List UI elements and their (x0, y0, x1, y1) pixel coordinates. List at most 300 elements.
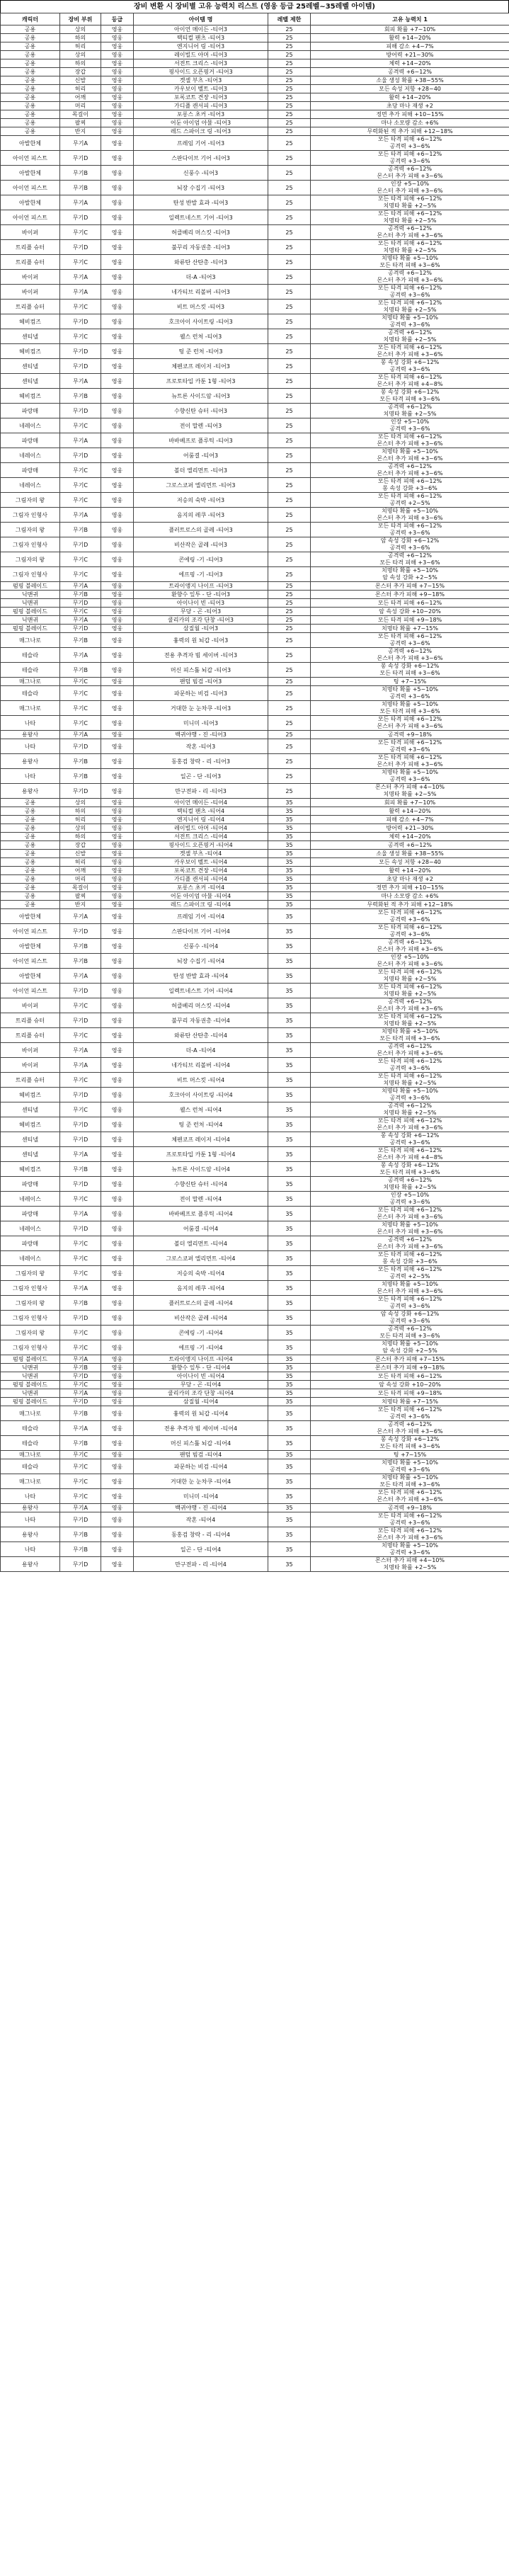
cell-character: 센티넬 (1, 359, 60, 374)
stat-line: 몬스터 추가 피해 +3~6% (377, 1124, 443, 1131)
table-row (1, 754, 509, 769)
cell-character: 닉맨귀 (1, 1364, 60, 1372)
stat-line: 체력 +14~20% (389, 833, 431, 840)
cell-character: 파랑매 (1, 1236, 60, 1251)
cell-grade: 영웅 (101, 1406, 134, 1421)
cell-slot: 무기C (60, 225, 101, 240)
cell-slot: 허리 (60, 858, 101, 867)
cell-grade: 영웅 (101, 1372, 134, 1381)
cell-level: 25 (268, 478, 311, 493)
cell-level: 25 (268, 136, 311, 151)
cell-level: 35 (268, 1326, 311, 1340)
cell-item-name: 만구전파 - 리 -티어3 (134, 784, 268, 799)
cell-slot: 무기D (60, 1177, 101, 1192)
cell-grade: 영웅 (101, 93, 134, 102)
cell-item-name: 가디플 캔서피 -티어3 (134, 102, 268, 110)
cell-character: 아이언 피스트 (1, 984, 60, 998)
table-row (1, 716, 509, 731)
stat-line: 방어력 +21~30% (386, 51, 434, 58)
cell-character: 네레이스 (1, 418, 60, 433)
cell-stat (311, 1459, 509, 1474)
cell-item-name: 뉴트론 사이드암 -티어4 (134, 1162, 268, 1177)
cell-item-name: 와류탄 산탄총 -티어4 (134, 1028, 268, 1043)
stat-line: 치명타 확률 +2~5% (383, 217, 437, 224)
table-row (1, 625, 509, 633)
cell-slot: 무기C (60, 1236, 101, 1251)
cell-stat (311, 1311, 509, 1326)
stat-line: 인장 +5~10% (390, 181, 430, 187)
table-row (1, 867, 509, 875)
stat-line: 몬스터 추가 피해 +3~6% (377, 761, 443, 768)
cell-item-name: 프로토타입 카툰 1형 -티어3 (134, 374, 268, 389)
cell-character: 공용 (1, 833, 60, 841)
cell-slot: 상의 (60, 799, 101, 807)
cell-slot: 무기D (60, 537, 101, 552)
cell-level: 35 (268, 1451, 311, 1459)
cell-level: 35 (268, 850, 311, 858)
cell-slot: 어깨 (60, 93, 101, 102)
stat-line: 모든 속성 저항 +28~40 (379, 858, 441, 865)
cell-character: 나타 (1, 739, 60, 754)
cell-slot: 무기C (60, 300, 101, 314)
cell-slot: 하의 (60, 807, 101, 816)
cell-level: 35 (268, 1102, 311, 1117)
cell-stat (311, 42, 509, 51)
table-row (1, 329, 509, 344)
cell-slot: 무기C (60, 998, 101, 1013)
cell-stat (311, 716, 509, 731)
cell-character: 센티넬 (1, 1132, 60, 1147)
stat-line: 몬스터 추가 피해 +3~6% (377, 655, 443, 661)
cell-slot: 무기D (60, 924, 101, 939)
cell-slot: 무기D (60, 1557, 101, 1572)
cell-item-name: 백귀야행 - 진 -티어4 (134, 1504, 268, 1512)
stat-line: 몬스터 추가 피해 +9~18% (374, 1364, 445, 1371)
table-row (1, 448, 509, 463)
cell-grade: 영웅 (101, 102, 134, 110)
stat-line: 치명타 확률 +5~10% (381, 701, 438, 707)
table-row (1, 463, 509, 478)
table-row (1, 1527, 509, 1542)
cell-level: 25 (268, 582, 311, 591)
cell-stat (311, 404, 509, 418)
cell-grade: 영웅 (101, 875, 134, 884)
cell-item-name: 전이 말렌 -티어3 (134, 418, 268, 433)
cell-item-name: 엔지니어 링 -티어3 (134, 42, 268, 51)
cell-slot: 무기B (60, 181, 101, 195)
cell-grade: 영웅 (101, 210, 134, 225)
cell-grade: 영웅 (101, 909, 134, 924)
cell-level: 35 (268, 1406, 311, 1421)
cell-level: 25 (268, 389, 311, 404)
stat-line: 공격력 +2~5% (389, 500, 430, 506)
cell-character: 그림자의 왕 (1, 493, 60, 508)
cell-grade: 영웅 (101, 1421, 134, 1436)
cell-stat (311, 270, 509, 285)
cell-item-name: 웰스 런처 -티어4 (134, 1102, 268, 1117)
table-row (1, 648, 509, 663)
cell-slot: 팔찌 (60, 892, 101, 901)
table-row (1, 300, 509, 314)
cell-item-name: 거대한 눈 눈차쿠 -티어3 (134, 701, 268, 716)
stat-line: 공격력 +6~12% (387, 648, 432, 654)
stat-line: 치명타 확률 +5~10% (381, 1542, 438, 1549)
stat-line: 치명타 확률 +5~10% (381, 1474, 438, 1481)
stat-line: 팅 +7~15% (393, 1451, 427, 1458)
cell-level: 35 (268, 892, 311, 901)
cell-item-name: 에프핑 -기 -티어3 (134, 567, 268, 582)
cell-item-name: 서전트 크리스 -티어4 (134, 833, 268, 841)
cell-level: 35 (268, 807, 311, 816)
header-row (1, 13, 509, 25)
table-row (1, 1043, 509, 1058)
cell-slot: 무기D (60, 151, 101, 166)
stat-line: 치명타 확률 +5~10% (381, 769, 438, 775)
cell-item-name: 일곤 - 단 -티어4 (134, 1542, 268, 1557)
cell-stat (311, 329, 509, 344)
cell-item-name: 불꾸리 자동권총 -티어3 (134, 240, 268, 255)
cell-level: 25 (268, 769, 311, 784)
cell-level: 25 (268, 42, 311, 51)
cell-stat (311, 93, 509, 102)
cell-grade: 영웅 (101, 552, 134, 567)
cell-slot: 무기B (60, 591, 101, 599)
cell-character: 센티넬 (1, 374, 60, 389)
stat-line: 몬스터 추가 피해 +4~10% (374, 1557, 445, 1563)
cell-stat (311, 731, 509, 739)
stat-line: 모든 타격 피해 +6~12% (377, 210, 442, 217)
cell-character: 그림자의 왕 (1, 1326, 60, 1340)
cell-item-name: 플러트로스의 골레 -티어3 (134, 523, 268, 537)
stat-line: 치명타 확률 +2~5% (383, 1564, 437, 1571)
cell-stat (311, 151, 509, 166)
cell-character: 네레이스 (1, 478, 60, 493)
cell-level: 25 (268, 300, 311, 314)
table-row (1, 374, 509, 389)
table-row (1, 76, 509, 85)
cell-grade: 영웅 (101, 892, 134, 901)
cell-level: 35 (268, 969, 311, 984)
cell-level: 25 (268, 51, 311, 59)
cell-character: 트리플 슈터 (1, 255, 60, 270)
cell-character: 그림자의 왕 (1, 552, 60, 567)
col-header-slot: 장비 부위 (60, 13, 101, 25)
cell-item-name: 스판다이브 기어 -티어4 (134, 924, 268, 939)
cell-slot: 무기C (60, 567, 101, 582)
cell-stat (311, 210, 509, 225)
stat-line: 몬스터 추가 피해 +3~6% (377, 173, 443, 179)
stat-line: 암 속성 강화 +2~5% (382, 1347, 437, 1354)
cell-grade: 영웅 (101, 418, 134, 433)
col-header-character: 캐릭터 (1, 13, 60, 25)
cell-item-name: 더-A -티어3 (134, 270, 268, 285)
cell-item-name: 일곤 - 단 -티어3 (134, 769, 268, 784)
table-row (1, 1542, 509, 1557)
cell-stat (311, 1512, 509, 1527)
stat-line: 공격력 +6~12% (387, 939, 432, 945)
cell-stat (311, 1451, 509, 1459)
stat-line: 회피 확률 +7~10% (384, 25, 436, 33)
cell-level: 35 (268, 939, 311, 954)
stat-line: 모든 타격 피해 +6~12% (377, 1147, 442, 1153)
stat-line: 모든 타격 피해 +6~12% (377, 1013, 442, 1020)
table-row (1, 136, 509, 151)
table-row (1, 151, 509, 166)
cell-item-name: 팬텀 빔검 -티어3 (134, 678, 268, 686)
cell-character: 아발한체 (1, 136, 60, 151)
cell-slot: 무기A (60, 731, 101, 739)
cell-level: 25 (268, 329, 311, 344)
table-row (1, 901, 509, 909)
cell-character: 네레이스 (1, 1221, 60, 1236)
cell-item-name: 레드 스파이크 링 -티어3 (134, 127, 268, 136)
cell-level: 25 (268, 210, 311, 225)
cell-item-name: 아이언 메이든 -티어3 (134, 25, 268, 34)
table-row (1, 102, 509, 110)
stat-line: 치명타 확률 +2~5% (383, 1020, 437, 1027)
table-row (1, 25, 509, 34)
cell-character: 바이퍼 (1, 225, 60, 240)
cell-grade: 영웅 (101, 784, 134, 799)
cell-grade: 영웅 (101, 110, 134, 119)
table-row (1, 493, 509, 508)
stat-line: 공격력 +3~6% (389, 158, 430, 164)
stat-line: 모든 타격 피해 +6~12% (377, 151, 442, 157)
cell-slot: 허리 (60, 85, 101, 93)
cell-character: 아발한체 (1, 909, 60, 924)
cell-item-name: 웰스 런처 -티어3 (134, 329, 268, 344)
cell-stat (311, 599, 509, 608)
table-row (1, 1340, 509, 1355)
cell-level: 35 (268, 1311, 311, 1326)
table-row (1, 1398, 509, 1406)
stat-line: 몬스터 추가 피해 +3~6% (377, 455, 443, 462)
cell-character: 그림자의 왕 (1, 1296, 60, 1311)
table-row (1, 418, 509, 433)
stat-line: 공격력 +6~12% (387, 68, 432, 75)
cell-grade: 영웅 (101, 1489, 134, 1504)
cell-item-name: 트라이앵지 나이프 -티어3 (134, 582, 268, 591)
cell-level: 35 (268, 1436, 311, 1451)
stat-line: 몬스터 추가 피해 +3~6% (377, 277, 443, 283)
table-row (1, 1311, 509, 1326)
stat-line: 공격력 +3~6% (389, 545, 430, 551)
cell-item-name: 레드 스파이크 링 -티어4 (134, 901, 268, 909)
cell-slot: 무기D (60, 359, 101, 374)
cell-character: 그림자의 왕 (1, 523, 60, 537)
cell-stat (311, 633, 509, 648)
cell-item-name: 어둔 아이엄 아뮬 -티어4 (134, 892, 268, 901)
table-row (1, 210, 509, 225)
cell-stat (311, 552, 509, 567)
cell-stat (311, 1028, 509, 1043)
stat-line: 모든 타격 피해 +6~12% (377, 493, 442, 499)
cell-level: 25 (268, 678, 311, 686)
table-row (1, 1326, 509, 1340)
cell-level: 25 (268, 784, 311, 799)
cell-stat (311, 1162, 509, 1177)
cell-level: 35 (268, 1557, 311, 1572)
cell-item-name: 작혼 -티어4 (134, 1512, 268, 1527)
cell-character: 공용 (1, 127, 60, 136)
table-row (1, 1504, 509, 1512)
cell-grade: 영웅 (101, 648, 134, 663)
cell-character: 트리플 슈터 (1, 300, 60, 314)
stat-line: 공격력 +6~12% (387, 1326, 432, 1332)
cell-item-name: 레이빌드 아머 -티어3 (134, 51, 268, 59)
cell-character: 바이퍼 (1, 285, 60, 300)
cell-level: 25 (268, 716, 311, 731)
cell-slot: 무기D (60, 1372, 101, 1381)
cell-grade: 영웅 (101, 59, 134, 68)
cell-grade: 영웅 (101, 1474, 134, 1489)
table-header (1, 13, 509, 25)
cell-level: 35 (268, 1355, 311, 1364)
cell-character: 아발한체 (1, 969, 60, 984)
stat-line: 암 속성 강화 +10~20% (379, 608, 441, 615)
cell-grade: 영웅 (101, 85, 134, 93)
cell-character: 헤비컴즈 (1, 314, 60, 329)
cell-character: 네레이스 (1, 1192, 60, 1207)
table-row (1, 1073, 509, 1088)
stat-line: 몬스터 추가 피해 +4~8% (377, 1154, 443, 1161)
cell-stat (311, 240, 509, 255)
stat-line: 치명타 확률 +5~10% (381, 567, 438, 574)
cell-item-name: 거대한 눈 눈차쿠 -티어4 (134, 1474, 268, 1489)
cell-slot: 무기B (60, 954, 101, 969)
cell-grade: 영웅 (101, 984, 134, 998)
cell-character: 그림자 인형사 (1, 1340, 60, 1355)
cell-stat (311, 824, 509, 833)
cell-level: 25 (268, 255, 311, 270)
table-row (1, 875, 509, 884)
cell-slot: 무기A (60, 1421, 101, 1436)
cell-stat (311, 769, 509, 784)
cell-grade: 영웅 (101, 1192, 134, 1207)
col-header-level: 레벨 제한 (268, 13, 311, 25)
cell-stat (311, 939, 509, 954)
cell-level: 25 (268, 374, 311, 389)
stat-line: 공격력 +3~6% (389, 1413, 430, 1420)
cell-slot: 무기D (60, 739, 101, 754)
table-row (1, 807, 509, 816)
cell-stat (311, 582, 509, 591)
stat-line: 모든 타격 피해 +6~12% (377, 924, 442, 930)
stat-line: 공격력 +6~12% (387, 463, 432, 469)
cell-item-name: 아이나이 빈 -티어3 (134, 599, 268, 608)
table-row (1, 701, 509, 716)
stat-line: 치명타 확률 +5~10% (381, 314, 438, 321)
stat-line: 몬스터 추가 피해 +3~6% (377, 188, 443, 194)
col-header-stat: 고유 능력치 1 (311, 13, 509, 25)
cell-level: 25 (268, 225, 311, 240)
cell-character: 펌핑 블레이드 (1, 1398, 60, 1406)
stat-line: 피해 감소 +4~7% (386, 42, 434, 50)
stat-line: 모든 타격 피해 +6~12% (377, 1296, 442, 1302)
table-row (1, 1058, 509, 1073)
stat-line: 모든 타격 피해 +6~12% (377, 599, 442, 606)
stat-line: 공격력 +6~12% (387, 1177, 432, 1183)
stat-line: 치명타 확률 +5~10% (381, 1459, 438, 1466)
cell-character: 테슬라 (1, 1421, 60, 1436)
cell-character: 공용 (1, 824, 60, 833)
cell-slot: 무기A (60, 1058, 101, 1073)
cell-grade: 영웅 (101, 1221, 134, 1236)
stat-line: 공격력 +6~12% (387, 270, 432, 276)
cell-slot: 무기C (60, 701, 101, 716)
cell-item-name: 카우보이 벨트 -티어3 (134, 85, 268, 93)
cell-character: 테슬라 (1, 663, 60, 678)
stat-line: 몽 속성 강화 +6~12% (380, 1436, 440, 1442)
cell-item-name: 엔지니어 링 -티어4 (134, 816, 268, 824)
cell-stat (311, 508, 509, 523)
cell-character: 펌핑 블레이드 (1, 1355, 60, 1364)
cell-grade: 영웅 (101, 314, 134, 329)
stat-line: 몬스터 추가 피해 +4~10% (374, 784, 445, 790)
cell-level: 35 (268, 841, 311, 850)
cell-character: 아발한체 (1, 166, 60, 181)
stat-line: 공격력 +6~12% (387, 1043, 432, 1049)
cell-slot: 무기B (60, 769, 101, 784)
stat-line: 치명타 확률 +5~10% (381, 1281, 438, 1287)
table-row (1, 166, 509, 181)
stat-line: 무력화된 적 추가 피해 +12~18% (367, 127, 453, 135)
cell-grade: 영웅 (101, 537, 134, 552)
cell-item-name: 프레임 기어 -티어4 (134, 909, 268, 924)
table-row (1, 433, 509, 448)
cell-character: 센티넬 (1, 329, 60, 344)
stat-line: 공격력 +3~6% (389, 1065, 430, 1071)
cell-level: 35 (268, 867, 311, 875)
cell-grade: 영웅 (101, 1251, 134, 1266)
cell-grade: 영웅 (101, 841, 134, 850)
table-row (1, 924, 509, 939)
stat-line: 모든 타격 피해 +6~12% (377, 1266, 442, 1272)
cell-stat (311, 616, 509, 625)
table-row (1, 93, 509, 102)
stat-line: 치명타 확률 +7~15% (381, 625, 438, 632)
cell-level: 35 (268, 816, 311, 824)
stat-line: 몬스터 추가 피해 +3~6% (377, 946, 443, 952)
stat-line: 몽 속성 강화 +3~6% (382, 485, 437, 491)
cell-character: 아이언 피스트 (1, 151, 60, 166)
stat-line: 모든 타격 피해 +6~12% (377, 1527, 442, 1534)
stat-line: 모든 타격 피해 +3~6% (379, 1333, 440, 1339)
cell-level: 35 (268, 1088, 311, 1102)
stat-line: 마나 소모량 감소 +6% (381, 892, 439, 899)
table-row (1, 1192, 509, 1207)
cell-stat (311, 359, 509, 374)
cell-grade: 영웅 (101, 478, 134, 493)
cell-item-name: 비트 머스킷 -티어4 (134, 1073, 268, 1088)
table-row (1, 1459, 509, 1474)
cell-slot: 상의 (60, 25, 101, 34)
table-row (1, 1028, 509, 1043)
stat-line: 모든 타격 피해 +6~12% (377, 1251, 442, 1258)
cell-level: 35 (268, 924, 311, 939)
cell-slot: 무기A (60, 969, 101, 984)
table-row (1, 1221, 509, 1236)
cell-level: 25 (268, 68, 311, 76)
stat-line: 치명타 확률 +5~10% (381, 1340, 438, 1347)
cell-stat (311, 1398, 509, 1406)
cell-item-name: 일렉트네스트 기어 -티어3 (134, 210, 268, 225)
cell-level: 35 (268, 858, 311, 867)
stat-line: 공격력 +3~6% (389, 1139, 430, 1146)
cell-stat (311, 85, 509, 93)
cell-character: 트리플 슈터 (1, 1028, 60, 1043)
cell-level: 35 (268, 1117, 311, 1132)
